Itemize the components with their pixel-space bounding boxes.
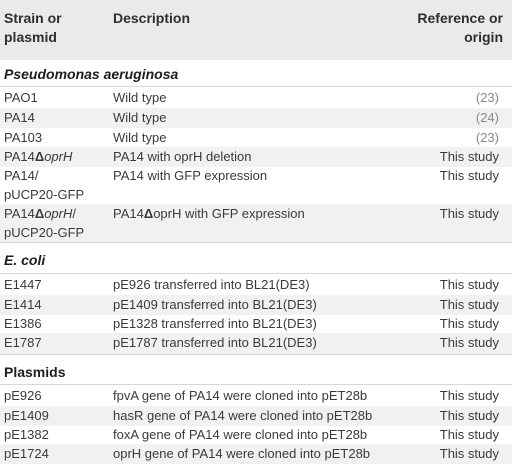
reference-cell: This study — [439, 335, 499, 350]
divider — [0, 273, 512, 274]
table-row — [0, 147, 512, 167]
section-title-ecoli: E. coli — [4, 252, 46, 268]
strain-cell: E1414 — [4, 297, 42, 312]
table-header — [0, 0, 512, 60]
strain-cell: E1787 — [4, 335, 42, 350]
strain-cell: PA14/ pUCP20-GFP — [4, 168, 85, 202]
strain-cell: pE1382 — [4, 427, 49, 442]
table-row — [0, 275, 512, 295]
reference-cell: This study — [439, 408, 499, 423]
description-cell: fpvA gene of PA14 were cloned into pET28b — [113, 388, 368, 403]
table-row — [0, 88, 512, 108]
reference-cell: This study — [439, 206, 499, 221]
table-row — [0, 166, 512, 204]
divider — [0, 384, 512, 385]
header-reference-or-origin: Reference or origin — [417, 10, 503, 45]
section-title-plasmids: Plasmids — [4, 364, 66, 380]
table-row — [0, 128, 512, 148]
strain-cell: PA14ΔoprH/ pUCP20-GFP — [4, 206, 85, 240]
table-row — [0, 333, 512, 354]
divider — [0, 86, 512, 87]
reference-cell: (23) — [475, 130, 499, 145]
table-row — [0, 314, 512, 334]
description-cell: pE926 transferred into BL21(DE3) — [113, 277, 310, 292]
strain-cell: PA103 — [4, 130, 43, 145]
strain-cell: pE926 — [4, 388, 42, 403]
strain-cell: PAO1 — [4, 90, 38, 105]
table-row — [0, 444, 512, 464]
reference-cell: This study — [439, 388, 499, 403]
reference-cell: (24) — [475, 110, 499, 125]
description-cell: foxA gene of PA14 were cloned into pET28b — [113, 427, 368, 442]
strain-cell: PA14ΔoprH — [4, 149, 73, 164]
description-cell: PA14 with GFP expression — [113, 168, 268, 183]
description-cell: pE1328 transferred into BL21(DE3) — [113, 316, 317, 331]
reference-cell: This study — [439, 168, 499, 183]
description-cell: oprH gene of PA14 were cloned into pET28b — [113, 446, 371, 461]
strain-cell: pE1409 — [4, 408, 49, 423]
description-cell: pE1409 transferred into BL21(DE3) — [113, 297, 317, 312]
table-row — [0, 425, 512, 445]
strain-cell: E1447 — [4, 277, 42, 292]
description-cell: PA14ΔoprH with GFP expression — [113, 206, 305, 221]
reference-cell: This study — [439, 297, 499, 312]
table-row — [0, 204, 512, 242]
table-row — [0, 406, 512, 426]
reference-cell: This study — [439, 446, 499, 461]
divider — [0, 242, 512, 243]
header-description: Description — [113, 10, 191, 26]
header-strain-or-plasmid: Strain or plasmid — [4, 10, 62, 45]
description-cell: Wild type — [113, 90, 167, 105]
table-row — [0, 386, 512, 406]
strain-cell: E1386 — [4, 316, 42, 331]
strain-cell: pE1724 — [4, 446, 49, 461]
reference-cell: This study — [439, 277, 499, 292]
description-cell: Wild type — [113, 110, 167, 125]
section-title-pseudomonas: Pseudomonas aeruginosa — [4, 66, 179, 82]
reference-cell: (23) — [475, 90, 499, 105]
strain-cell: PA14 — [4, 110, 35, 125]
table-row — [0, 295, 512, 315]
divider — [0, 354, 512, 355]
description-cell: pE1787 transferred into BL21(DE3) — [113, 335, 317, 350]
description-cell: hasR gene of PA14 were cloned into pET28b — [113, 408, 373, 423]
reference-cell: This study — [439, 427, 499, 442]
reference-cell: This study — [439, 316, 499, 331]
reference-cell: This study — [439, 149, 499, 164]
table-row — [0, 108, 512, 128]
description-cell: PA14 with oprH deletion — [113, 149, 252, 164]
description-cell: Wild type — [113, 130, 167, 145]
